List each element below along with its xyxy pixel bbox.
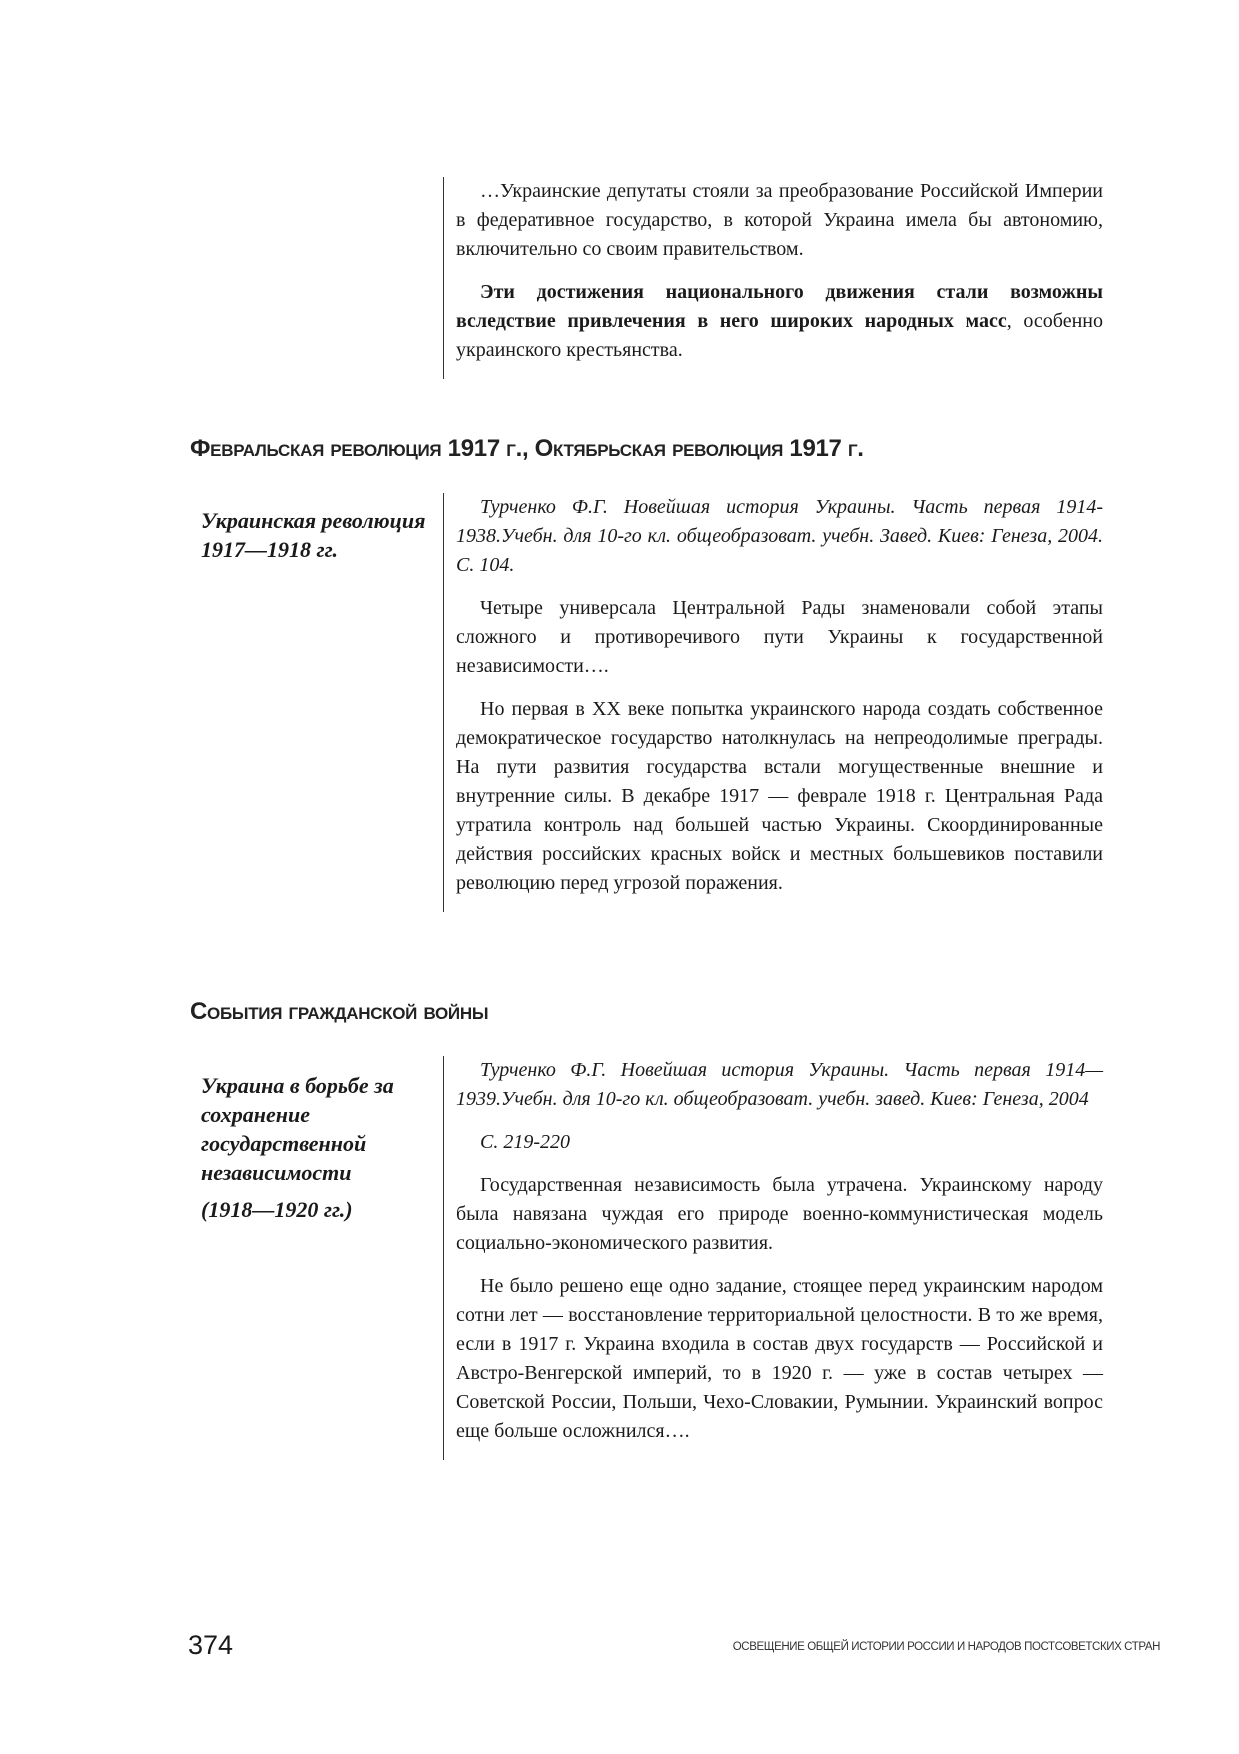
page-number: 374 [188,1630,234,1660]
citation: Турченко Ф.Г. Новейшая история Украины. Часть первая 1914—1939.Учебн. для 10-го кл. общеобразоват. учебн. завед. Киев: Генеза, 2004 [456,1059,1103,1110]
paragraph: Четыре универсала Центральной Рады знаменовали собой этапы сложного и противоречивого пути Украины к государственной независимости…. [456,597,1103,677]
bold-text: Эти достижения национального движения стали возможны вследствие привлечения в него широких народных масс [456,281,1103,332]
side-label-independence [201,1071,431,1232]
paragraph: Государственная независимость была утрачена. Украинскому народу была навязана чуждая его природе военно-коммунистическая модель социально-экономического развития. [456,1174,1103,1254]
text: , особенно украинского крестьянства. [456,310,1103,361]
quote-block-1 [443,177,1103,379]
citation: Турченко Ф.Г. Новейшая история Украины. Часть первая 1914-1938.Учебн. для 10-го кл. общеобразоват. учебн. Завед. Киев: Генеза, 2004. С. 104. [456,496,1103,576]
citation-pages: С. 219-220 [480,1131,570,1153]
quote-block-3 [443,1056,1103,1460]
side-label-text: Украина в борьбе за сохранение государственной независимости [201,1073,394,1185]
running-title: ОСВЕЩЕНИЕ ОБЩЕЙ ИСТОРИИ РОССИИ И НАРОДОВ ПОСТСОВЕТСКИХ СТРАН [732,1641,1160,1653]
paragraph: Но первая в XX веке попытка украинского народа создать собственное демократическое государство натолкнулась на непреодолимые преграды. На пути развития государства встали могущественные внешние и внутренние силы. В декабре 1917 — феврале 1918 г. Центральная Рада утратила контроль над большей частью Украины. Скоординированные действия российских красных войск и местных большевиков поставили революцию перед угрозой поражения. [456,698,1103,894]
paragraph: …Украинские депутаты стояли за преобразование Российской Империи в федеративное государство, в которой Украина имела бы автономию, включительно со своим правительством. [456,180,1103,260]
section-heading-revolutions: Февральская революция 1917 г., Октябрьская революция 1917 г. [190,435,864,462]
paragraph [456,278,1103,365]
quote-block-2 [443,493,1103,912]
side-label-years: (1918—1920 гг.) [201,1197,353,1222]
side-label-text: Украинская революция 1917—1918 гг. [201,508,426,562]
side-label-ukrainian-revolution [201,506,431,572]
paragraph: Не было решено еще одно задание, стоящее перед украинским народом сотни лет — восстановление территориальной целостности. В то же время, если в 1917 г. Украина входила в состав двух государств — Российской и Австро-Венгерской империй, то в 1920 г. — уже в состав четырех — Советской России, Польши, Чехо-Словакии, Румынии. Украинский вопрос еще больше осложнился…. [456,1275,1103,1442]
section-heading-civil-war: События гражданской войны [190,998,489,1025]
